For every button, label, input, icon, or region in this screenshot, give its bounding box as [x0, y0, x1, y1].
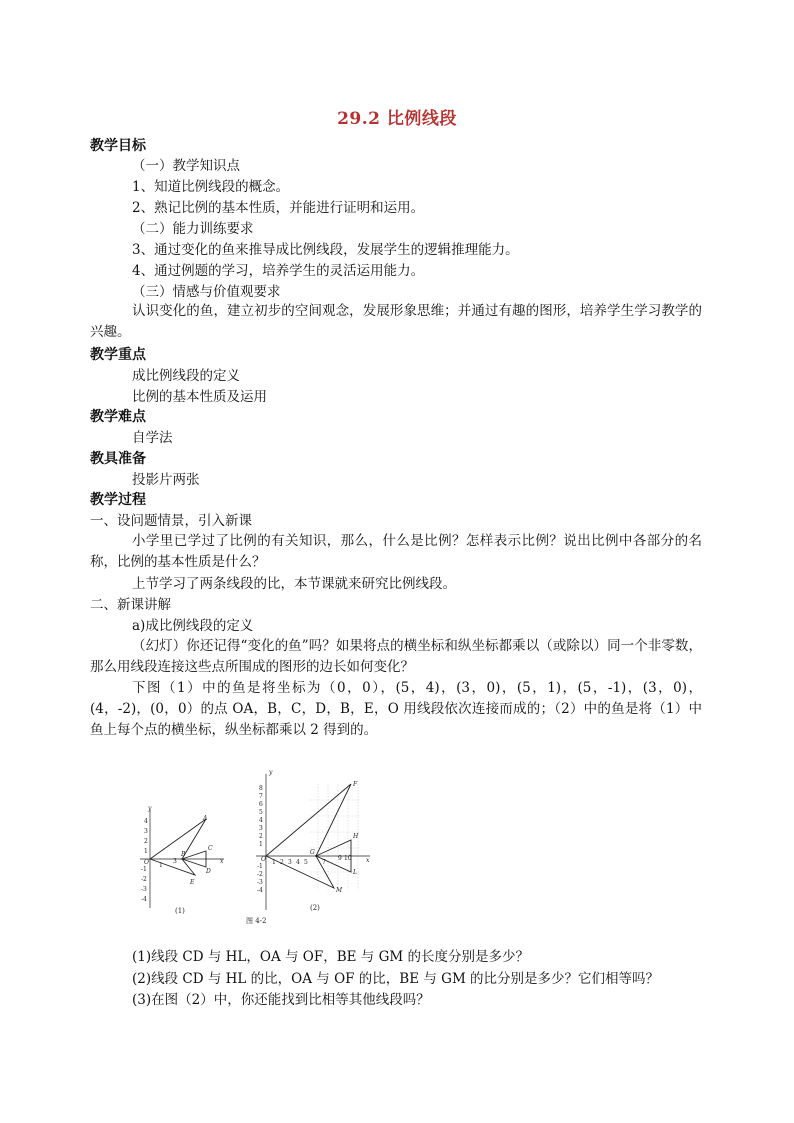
fish-diagram-2	[256, 774, 370, 910]
left-xtick: 3	[173, 858, 177, 865]
key-item-1: 成比例线段的定义	[132, 368, 240, 384]
step-2-definition: a)成比例线段的定义	[132, 618, 254, 634]
left-ytick: 2	[144, 838, 148, 845]
left-ytick: 1	[144, 848, 148, 855]
right-label-h: H	[353, 833, 359, 840]
fish-diagram-1	[140, 810, 224, 908]
heading-difficulty: 教学难点	[90, 409, 146, 425]
left-label-b: B	[181, 851, 186, 858]
heading-key: 教学重点	[90, 347, 146, 363]
left-ytick: 3	[144, 828, 148, 835]
fish-figure	[138, 760, 398, 930]
right-xtick: 2	[280, 859, 284, 866]
left-ytick: 4	[144, 818, 148, 825]
right-ytick: 5	[259, 809, 263, 816]
step-1-heading: 一、设问题情景，引入新课	[90, 513, 252, 529]
goal-item-1: 1、知道比例线段的概念。	[132, 179, 290, 195]
left-ytick: -3	[141, 886, 147, 893]
right-ytick: 3	[259, 825, 263, 832]
right-ytick: -3	[257, 879, 263, 886]
question-3: (3)在图（2）中，你还能找到比相等其他线段吗？	[132, 992, 430, 1008]
left-ytick: -2	[141, 876, 147, 883]
left-label-d: D	[206, 868, 211, 875]
right-ytick: 4	[259, 817, 263, 824]
step-1-paragraph-2: 上节学习了两条线段的比，本节课就来研究比例线段。	[132, 576, 456, 592]
right-ytick: -1	[257, 863, 263, 870]
tools-item: 投影片两张	[132, 472, 200, 488]
goal-item-2: 2、熟记比例的基本性质，并能进行证明和运用。	[132, 200, 425, 216]
goal-item-4: 4、通过例题的学习，培养学生的灵活运用能力。	[132, 263, 425, 279]
heading-tools: 教具准备	[90, 451, 146, 467]
right-label-m: M	[336, 887, 343, 894]
right-ytick: 1	[259, 841, 263, 848]
goal-emotion: （三）情感与价值观要求	[132, 284, 281, 300]
page-title: 29.2 比例线段	[337, 109, 457, 129]
right-label-f: F	[353, 781, 358, 788]
right-ytick: 2	[259, 833, 263, 840]
right-ytick: 8	[259, 785, 263, 792]
right-xtick: 3	[288, 859, 292, 866]
right-xtick: 7	[322, 859, 326, 866]
step-2-paragraph-1: （幻灯）你还记得“变化的鱼”吗？如果将点的横坐标和纵坐标都乘以（或除以）同一个非零数，那么用线段连接这些点所围成的图形的边长如何变化？	[90, 638, 702, 675]
right-ytick: 6	[259, 801, 263, 808]
goal-emotion-text: 认识变化的鱼，建立初步的空间观念，发展形象思维；并通过有趣的图形，培养学生学习教学的兴趣。	[90, 303, 702, 340]
left-label-a: A	[203, 815, 208, 822]
left-ytick: -1	[141, 866, 147, 873]
question-2: (2)线段 CD 与 HL 的比，OA 与 OF 的比，BE 与 GM 的比分别是多少？它们相等吗？	[132, 971, 660, 987]
caption-2: (2)	[310, 904, 320, 912]
right-ytick: 7	[259, 793, 263, 800]
step-1-paragraph-1: 小学里已学过了比例的有关知识，那么，什么是比例？怎样表示比例？说出比例中各部分的名称，比例的基本性质是什么？	[90, 533, 702, 570]
right-label-o: O	[261, 856, 266, 863]
goal-item-3: 3、通过变化的鱼来推导成比例线段，发展学生的逻辑推理能力。	[132, 242, 519, 258]
left-axis-y: y	[148, 805, 152, 812]
right-ytick: -4	[257, 887, 263, 894]
left-label-o: O	[144, 859, 149, 866]
right-label-l: L	[353, 869, 357, 876]
left-label-c: C	[208, 845, 213, 852]
difficulty-item: 自学法	[132, 430, 173, 446]
right-xtick: 5	[304, 859, 308, 866]
left-label-e: E	[190, 879, 195, 886]
goal-ability: （二）能力训练要求	[132, 221, 254, 237]
right-label-g: G	[310, 849, 315, 856]
right-axis-x: x	[366, 857, 370, 864]
question-1: (1)线段 CD 与 HL，OA 与 OF，BE 与 GM 的长度分别是多少？	[132, 949, 529, 965]
goal-knowledge: （一）教学知识点	[132, 158, 240, 174]
right-xtick: 4	[296, 859, 300, 866]
heading-goals: 教学目标	[90, 138, 146, 154]
caption-1: (1)	[175, 907, 185, 915]
key-item-2: 比例的基本性质及运用	[132, 389, 267, 405]
step-2-heading: 二、新课讲解	[90, 597, 171, 613]
right-axis-y: y	[269, 769, 273, 776]
left-ytick: -4	[141, 896, 147, 903]
right-xtick: 9	[338, 855, 342, 862]
right-xtick: 1	[272, 859, 276, 866]
right-xtick: 10	[344, 855, 352, 862]
step-2-paragraph-2: 下图（1）中的鱼是将坐标为（0，0），(5，4)，(3，0)，(5，1)，(5，-1)，(3，0)，(4，-2)，(0，0）的点 OA，B，C，D，B，E，O 用线段依次连接而成的；（2）中的鱼是将（1）中鱼上每个点的横坐标，纵坐标都乘以 2 得到的。	[90, 680, 702, 738]
left-axis-x: x	[220, 858, 224, 865]
figure-label: 图 4-2	[246, 917, 267, 925]
right-ytick: -2	[257, 871, 263, 878]
left-xtick: 1	[159, 862, 163, 869]
heading-process: 教学过程	[90, 492, 146, 508]
